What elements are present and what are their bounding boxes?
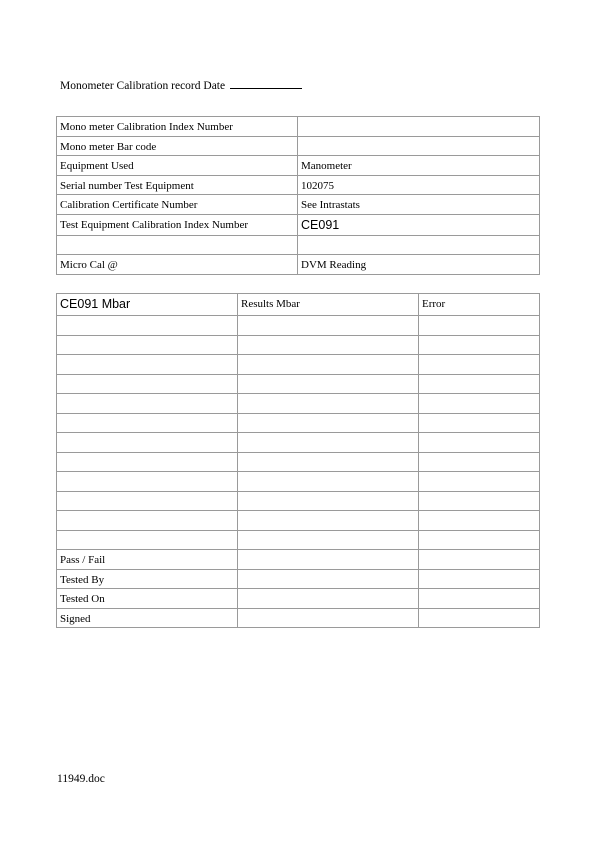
results-label-cell[interactable] [57, 433, 238, 453]
error-value-cell[interactable] [419, 394, 540, 414]
results-value-cell[interactable] [238, 355, 419, 375]
info-label-cell: Serial number Test Equipment [57, 175, 298, 195]
results-value-cell[interactable] [238, 374, 419, 394]
info-value-cell[interactable]: Manometer [298, 156, 540, 176]
error-value-cell[interactable] [419, 355, 540, 375]
info-row [57, 255, 540, 275]
results-label-cell[interactable]: Tested By [57, 569, 238, 589]
results-row [57, 374, 540, 394]
title-label: Monometer Calibration record Date [60, 80, 226, 92]
results-label-cell[interactable] [57, 472, 238, 492]
info-label-cell: Equipment Used [57, 156, 298, 176]
info-row [57, 156, 540, 176]
results-label-cell[interactable] [57, 491, 238, 511]
info-value-cell[interactable] [298, 235, 540, 255]
results-value-cell[interactable] [238, 413, 419, 433]
results-row [57, 511, 540, 531]
info-value-cell[interactable]: See Intrastats [298, 195, 540, 215]
info-row [57, 214, 540, 235]
info-value-cell[interactable] [298, 117, 540, 137]
info-label-cell: Micro Cal @ [57, 255, 298, 275]
error-value-cell[interactable] [419, 374, 540, 394]
error-value-cell[interactable] [419, 433, 540, 453]
results-row [57, 394, 540, 414]
results-value-cell[interactable] [238, 472, 419, 492]
results-value-cell[interactable] [238, 589, 419, 609]
error-value-cell[interactable] [419, 511, 540, 531]
equipment-info-table [56, 116, 540, 275]
results-value-cell[interactable] [238, 316, 419, 336]
error-value-cell[interactable] [419, 530, 540, 550]
results-label-cell[interactable] [57, 355, 238, 375]
error-value-cell[interactable] [419, 472, 540, 492]
error-value-cell[interactable] [419, 569, 540, 589]
info-value-cell[interactable]: DVM Reading [298, 255, 540, 275]
results-row [57, 472, 540, 492]
results-value-cell[interactable] [238, 491, 419, 511]
results-value-cell[interactable] [238, 452, 419, 472]
results-label-cell[interactable] [57, 511, 238, 531]
results-label-cell[interactable] [57, 316, 238, 336]
error-value-cell[interactable] [419, 452, 540, 472]
results-row [57, 355, 540, 375]
info-row [57, 195, 540, 215]
results-row [57, 589, 540, 609]
results-header-row [57, 294, 540, 316]
results-row [57, 569, 540, 589]
results-label-cell[interactable] [57, 394, 238, 414]
info-value-cell[interactable]: CE091 [298, 214, 540, 235]
results-row [57, 413, 540, 433]
footer-filename: 11949.doc [57, 773, 105, 785]
info-label-cell [57, 235, 298, 255]
error-value-cell[interactable] [419, 589, 540, 609]
results-row [57, 530, 540, 550]
error-value-cell[interactable] [419, 316, 540, 336]
results-label-cell[interactable] [57, 413, 238, 433]
date-blank-line[interactable] [230, 77, 302, 89]
error-value-cell[interactable] [419, 550, 540, 570]
results-value-cell[interactable] [238, 394, 419, 414]
results-label-cell[interactable]: Pass / Fail [57, 550, 238, 570]
results-value-cell[interactable] [238, 550, 419, 570]
info-label-cell: Mono meter Bar code [57, 136, 298, 156]
info-label-cell: Mono meter Calibration Index Number [57, 117, 298, 137]
results-row [57, 491, 540, 511]
info-row [57, 235, 540, 255]
calibration-results-table [56, 293, 540, 628]
info-row [57, 175, 540, 195]
info-value-cell[interactable] [298, 136, 540, 156]
results-value-cell[interactable] [238, 608, 419, 628]
error-value-cell[interactable] [419, 413, 540, 433]
results-row [57, 608, 540, 628]
results-label-cell[interactable] [57, 530, 238, 550]
results-label-cell[interactable]: Tested On [57, 589, 238, 609]
results-row [57, 335, 540, 355]
results-value-cell[interactable] [238, 511, 419, 531]
results-value-cell[interactable] [238, 433, 419, 453]
error-value-cell[interactable] [419, 491, 540, 511]
info-row [57, 136, 540, 156]
page-title [60, 77, 302, 92]
results-row [57, 550, 540, 570]
info-label-cell: Test Equipment Calibration Index Number [57, 214, 298, 235]
results-value-cell[interactable] [238, 335, 419, 355]
info-row [57, 117, 540, 137]
info-label-cell: Calibration Certificate Number [57, 195, 298, 215]
results-label-cell[interactable] [57, 452, 238, 472]
results-label-cell[interactable] [57, 374, 238, 394]
results-value-cell[interactable] [238, 569, 419, 589]
info-value-cell[interactable]: 102075 [298, 175, 540, 195]
error-value-cell[interactable] [419, 608, 540, 628]
results-row [57, 433, 540, 453]
error-value-cell[interactable] [419, 335, 540, 355]
results-row [57, 452, 540, 472]
results-row [57, 316, 540, 336]
results-header-cell: CE091 Mbar [57, 294, 238, 316]
results-header-cell: Error [419, 294, 540, 316]
results-label-cell[interactable] [57, 335, 238, 355]
results-value-cell[interactable] [238, 530, 419, 550]
results-header-cell: Results Mbar [238, 294, 419, 316]
results-label-cell[interactable]: Signed [57, 608, 238, 628]
